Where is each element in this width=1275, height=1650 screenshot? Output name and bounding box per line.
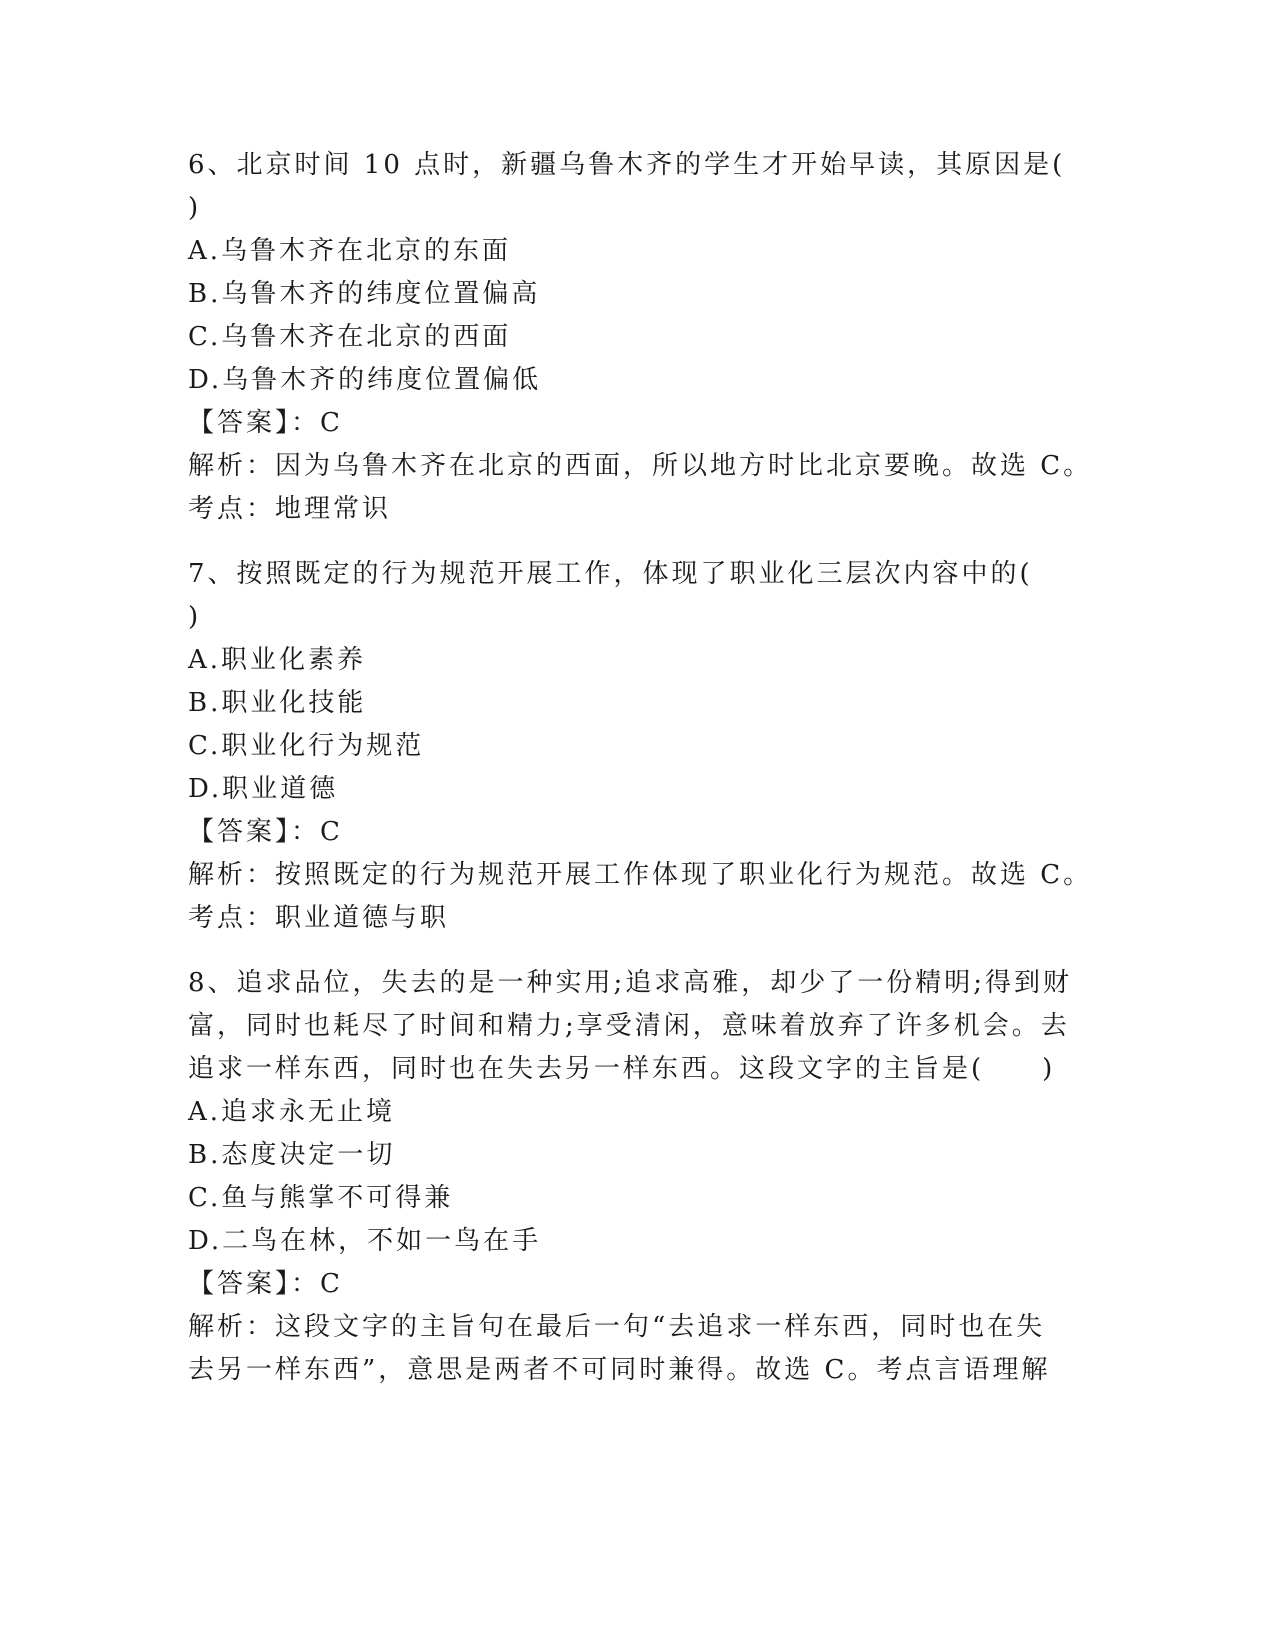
option-a: A.职业化素养	[188, 645, 367, 675]
question-stem-line: 追求一样东西，同时也在失去另一样东西。这段文字的主旨是( )	[188, 1054, 1056, 1084]
option-a: A.乌鲁木齐在北京的东面	[188, 236, 512, 266]
question-8	[188, 962, 1088, 1392]
option-b: B.态度决定一切	[188, 1140, 396, 1170]
analysis-line: 解析：因为乌鲁木齐在北京的西面，所以地方时比北京要晚。故选 C。	[188, 451, 1093, 481]
question-stem-line: )	[188, 193, 202, 223]
option-b: B.职业化技能	[188, 688, 367, 718]
analysis-line: 去另一样东西”，意思是两者不可同时兼得。故选 C。考点言语理解	[188, 1355, 1051, 1385]
topic-line: 考点：地理常识	[188, 494, 392, 524]
answer-line: 【答案】：C	[188, 408, 343, 438]
option-c: C.乌鲁木齐在北京的西面	[188, 322, 512, 352]
option-a: A.追求永无止境	[188, 1097, 396, 1127]
option-c: C.鱼与熊掌不可得兼	[188, 1183, 454, 1213]
question-stem-line: )	[188, 602, 202, 632]
option-d: D.职业道德	[188, 774, 339, 804]
option-d: D.二鸟在林，不如一鸟在手	[188, 1226, 542, 1256]
question-stem-line: 8、追求品位，失去的是一种实用;追求高雅，却少了一份精明;得到财	[188, 968, 1073, 998]
option-d: D.乌鲁木齐的纬度位置偏低	[188, 365, 542, 395]
question-stem-line: 7、按照既定的行为规范开展工作，体现了职业化三层次内容中的(	[188, 559, 1033, 589]
answer-line: 【答案】：C	[188, 1269, 343, 1299]
answer-line: 【答案】：C	[188, 817, 343, 847]
option-b: B.乌鲁木齐的纬度位置偏高	[188, 279, 541, 309]
analysis-line: 解析：这段文字的主旨句在最后一句“去追求一样东西，同时也在失	[188, 1312, 1046, 1342]
question-7	[188, 553, 1093, 940]
topic-line: 考点：职业道德与职	[188, 903, 450, 933]
analysis-line: 解析：按照既定的行为规范开展工作体现了职业化行为规范。故选 C。	[188, 860, 1093, 890]
question-6	[188, 144, 1093, 531]
option-c: C.职业化行为规范	[188, 731, 425, 761]
question-stem-line: 6、北京时间 10 点时，新疆乌鲁木齐的学生才开始早读，其原因是(	[188, 150, 1066, 180]
question-stem-line: 富，同时也耗尽了时间和精力;享受清闲，意味着放弃了许多机会。去	[188, 1011, 1070, 1041]
